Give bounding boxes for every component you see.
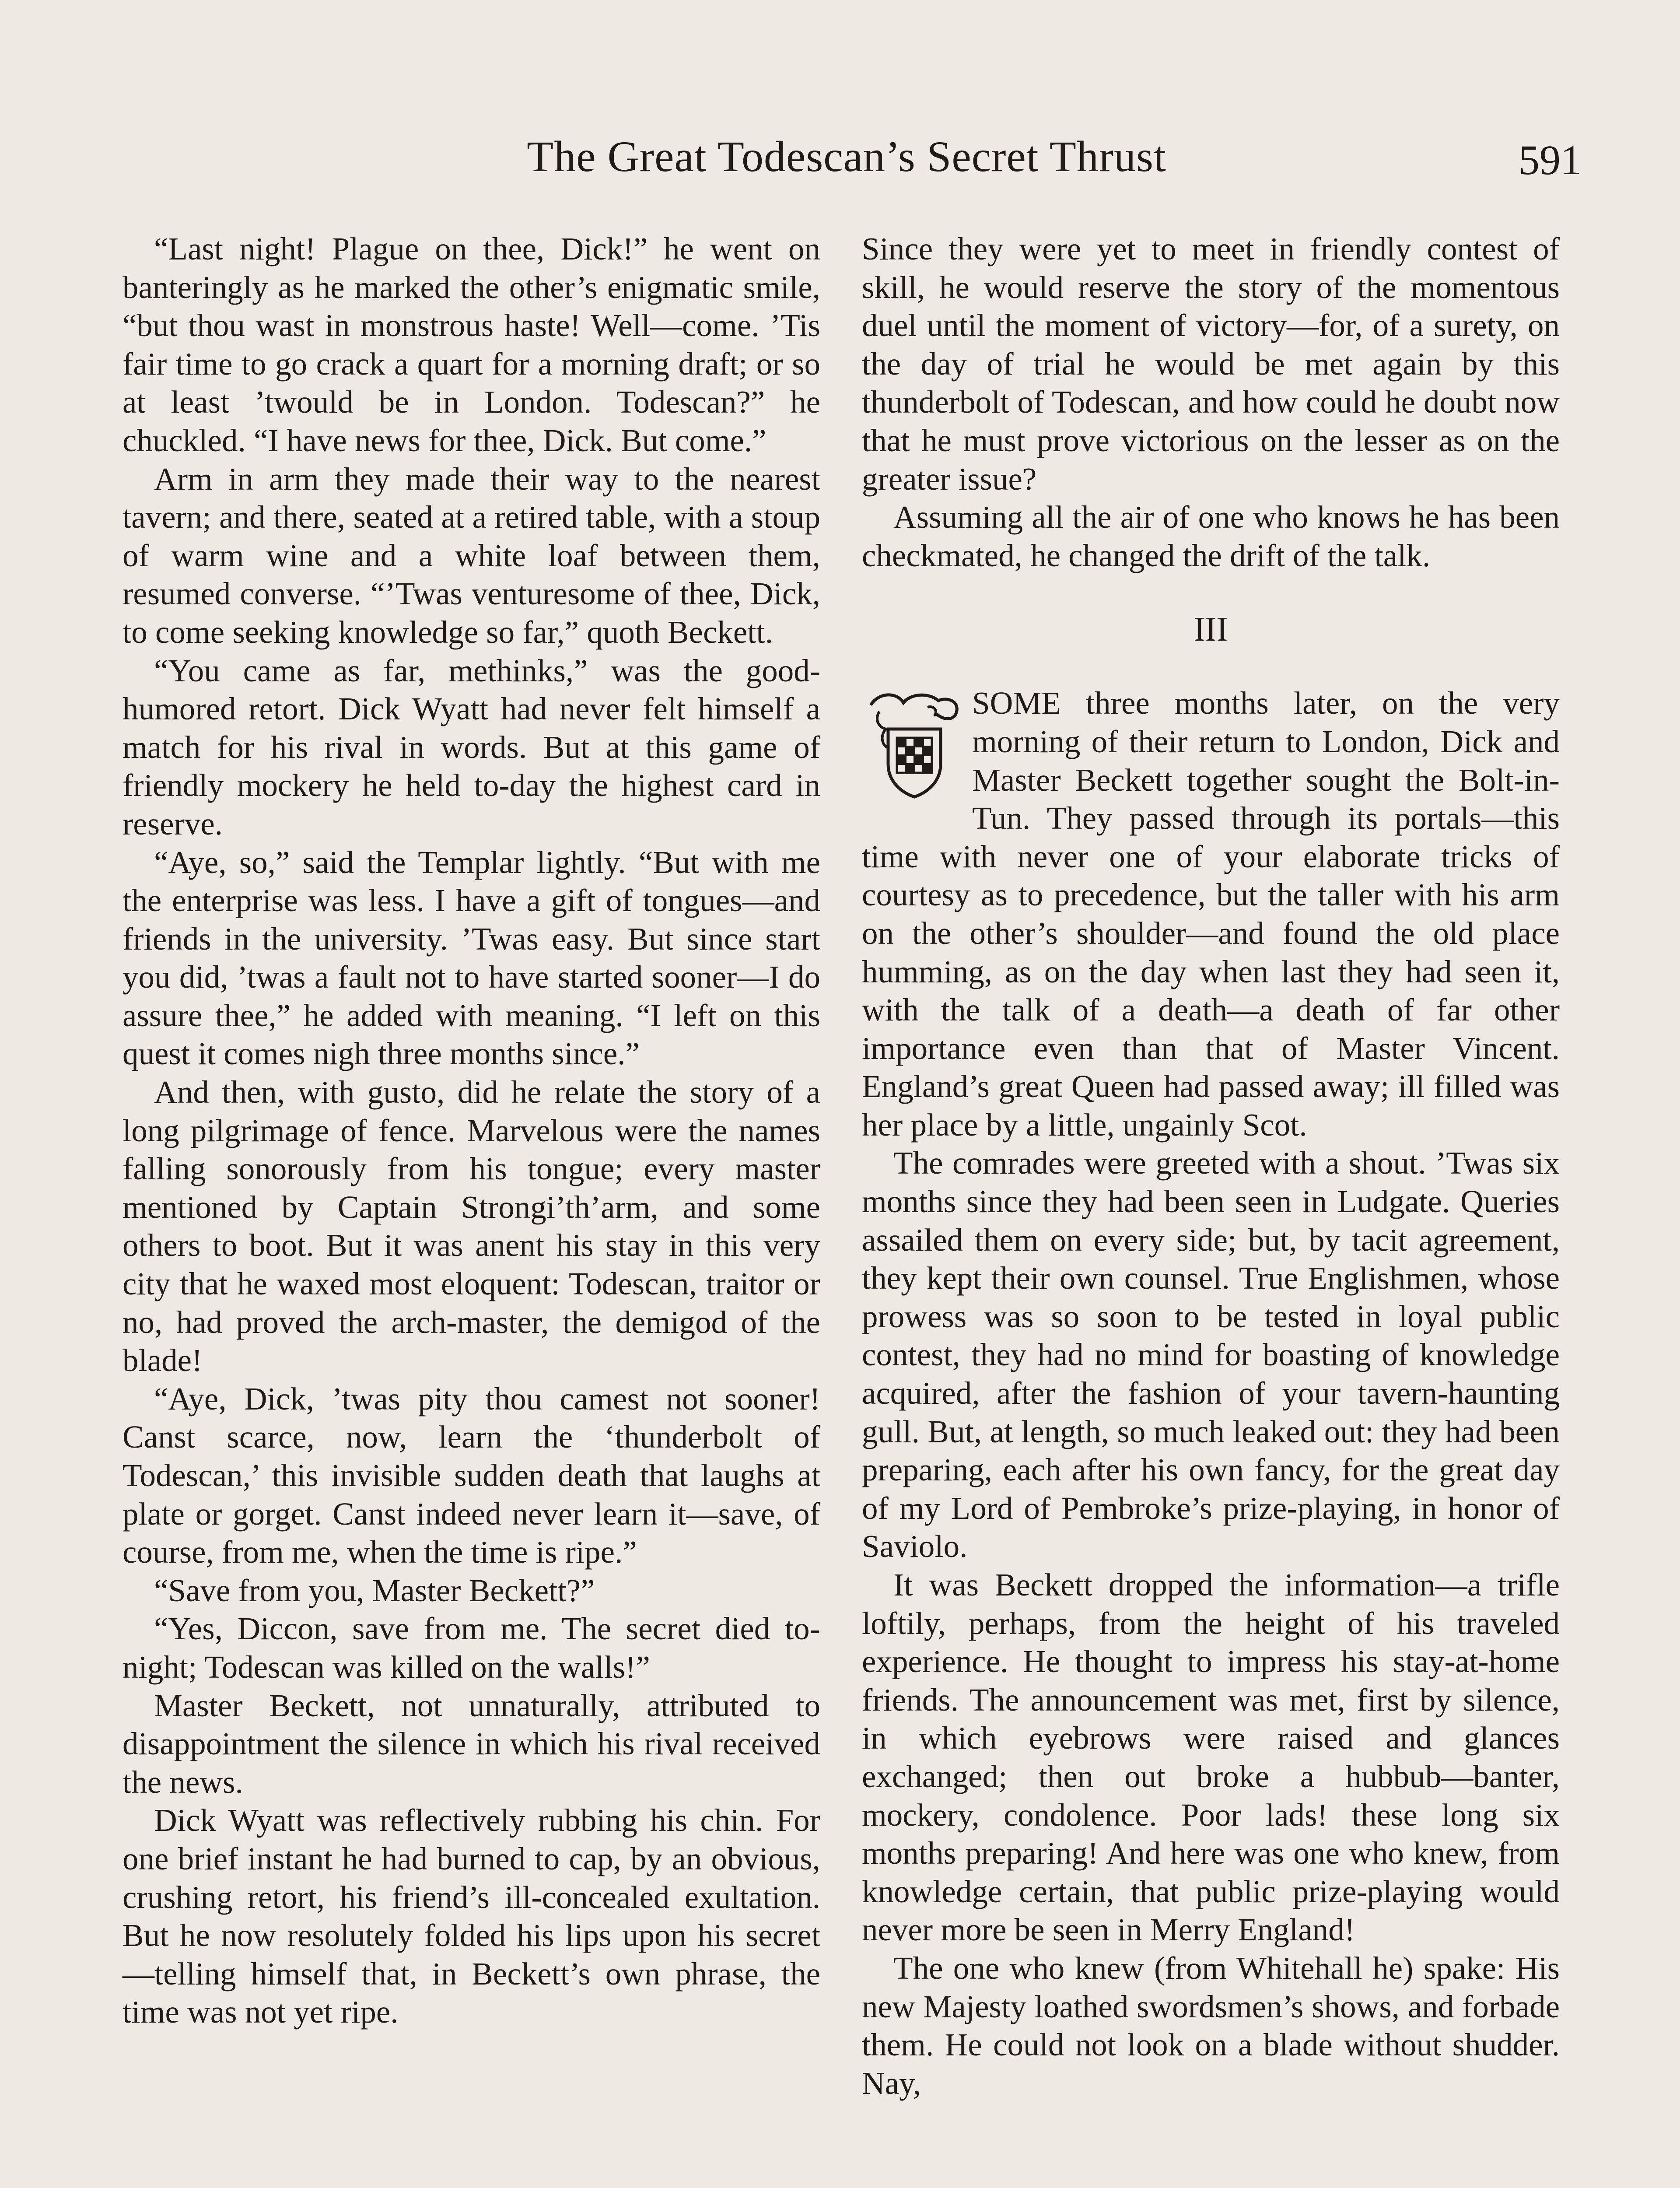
paragraph: “You came as far, methinks,” was the good-humored retort. Dick Wyatt had never felt himself a match for his rival in words. But at this game of friendly mockery he held to-day the highest card in reserve. — [122, 652, 820, 842]
running-head-title: The Great Todescan’s Secret Thrust — [527, 132, 1166, 181]
page-number: 591 — [1519, 137, 1582, 183]
paragraph: “Last night! Plague on thee, Dick!” he went on banteringly as he marked the other’s enigmatic smile, “but thou wast in monstrous haste! Well—come. ’Tis fair time to go crack a quart for a morning draft; or so at least ’twould be in London. Todescan?” he chuckled. “I have news for thee, Dick. But come.” — [122, 231, 820, 458]
paragraph: “Aye, so,” said the Templar lightly. “But with me the enterprise was less. I have a gift of tongues—and friends in the university. ’Twas easy. But since start you did, ’twas a fault not to have started sooner—I do assure thee,” he added with meaning. “I left on this quest it comes nigh three months since.” — [122, 844, 820, 1072]
paragraph: The one who knew (from Whitehall he) spake: His new Majesty loathed swordsmen’s shows, and forbade them. He could not look on a blade without shudder. Nay, — [862, 1950, 1560, 2101]
paragraph: “Save from you, Master Beckett?” — [154, 1572, 595, 1608]
paragraph: Arm in arm they made their way to the nearest tavern; and there, seated at a retired table, with a stoup of warm wine and a white loaf between them, resumed converse. “’Twas venturesome of thee, Dick, to come seeking knowledge so far,” quoth Beckett. — [122, 461, 820, 650]
left-column — [122, 230, 820, 2031]
paragraph: Dick Wyatt was reflectively rubbing his chin. For one brief instant he had burned to cap, by an obvious, crushing retort, his friend’s ill-concealed exultation. But he now resolutely folded his lips upon his secret—telling himself that, in Beckett’s own phrase, the time was not yet ripe. — [122, 1802, 820, 2030]
chapter-opening — [862, 684, 1560, 1144]
right-column — [862, 230, 1560, 2102]
paragraph: “Aye, Dick, ’twas pity thou camest not sooner! Canst scarce, now, learn the ‘thunderbolt of Todescan,’ this invisible sudden death that laughs at plate or gorget. Canst indeed never learn it—save, of course, from me, when the time is ripe.” — [122, 1381, 820, 1570]
paragraph: And then, with gusto, did he relate the story of a long pilgrimage of fence. Marvelous were the names falling sonorously from his tongue; every master mentioned by Captain Strongi’th’arm, and some others to boot. But it was anent his stay in this very city that he waxed most eloquent: Todescan, traitor or no, had proved the arch-master, the demigod of the blade! — [122, 1074, 820, 1378]
paragraph: “Yes, Diccon, save from me. The secret died to-night; Todescan was killed on the walls!” — [122, 1611, 820, 1685]
paragraph: Assuming all the air of one who knows he has been checkmated, he changed the drift of the talk. — [862, 499, 1560, 573]
ornamental-initial-icon — [862, 687, 967, 801]
paragraph: Master Beckett, not unnaturally, attributed to disappointment the silence in which his rival received the news. — [122, 1687, 820, 1800]
paragraph: Since they were yet to meet in friendly contest of skill, he would reserve the story of the momentous duel until the moment of victory—for, of a surety, on the day of trial he would be met again by this thunderbolt of Todescan, and how could he doubt now that he must prove victorious on the lesser as on the greater issue? — [862, 231, 1560, 497]
paragraph: SOME three months later, on the very morning of their return to London, Dick and Master Beckett together sought the Bolt-in-Tun. They passed through its portals—this time with never one of your elaborate tricks of courtesy as to precedence, but the taller with his arm on the other’s shoulder—and found the old place humming, as on the day when last they had seen it, with the talk of a death—a death of far other importance even than that of Master Vincent. England’s great Queen had passed away; ill filled was her place by a little, ungainly Scot. — [862, 685, 1560, 1143]
section-heading: III — [1194, 610, 1228, 649]
paragraph: It was Beckett dropped the information—a trifle loftily, perhaps, from the height of his traveled experience. He thought to impress his stay-at-home friends. The announcement was met, first by silence, in which eyebrows were raised and glances exchanged; then out broke a hubbub—banter, mockery, condolence. Poor lads! these long six months preparing! And here was one who knew, from knowledge certain, that public prize-playing would never more be seen in Merry England! — [862, 1567, 1560, 1948]
paragraph: The comrades were greeted with a shout. ’Twas six months since they had been seen in Ludgate. Queries assailed them on every side; but, by tacit agreement, they kept their own counsel. True Englishmen, whose prowess was so soon to be tested in loyal public contest, they had no mind for boasting of knowledge acquired, after the fashion of your tavern-haunting gull. But, at length, so much leaked out: they had been preparing, each after his own fancy, for the great day of my Lord of Pembroke’s prize-playing, in honor of Saviolo. — [862, 1145, 1560, 1564]
